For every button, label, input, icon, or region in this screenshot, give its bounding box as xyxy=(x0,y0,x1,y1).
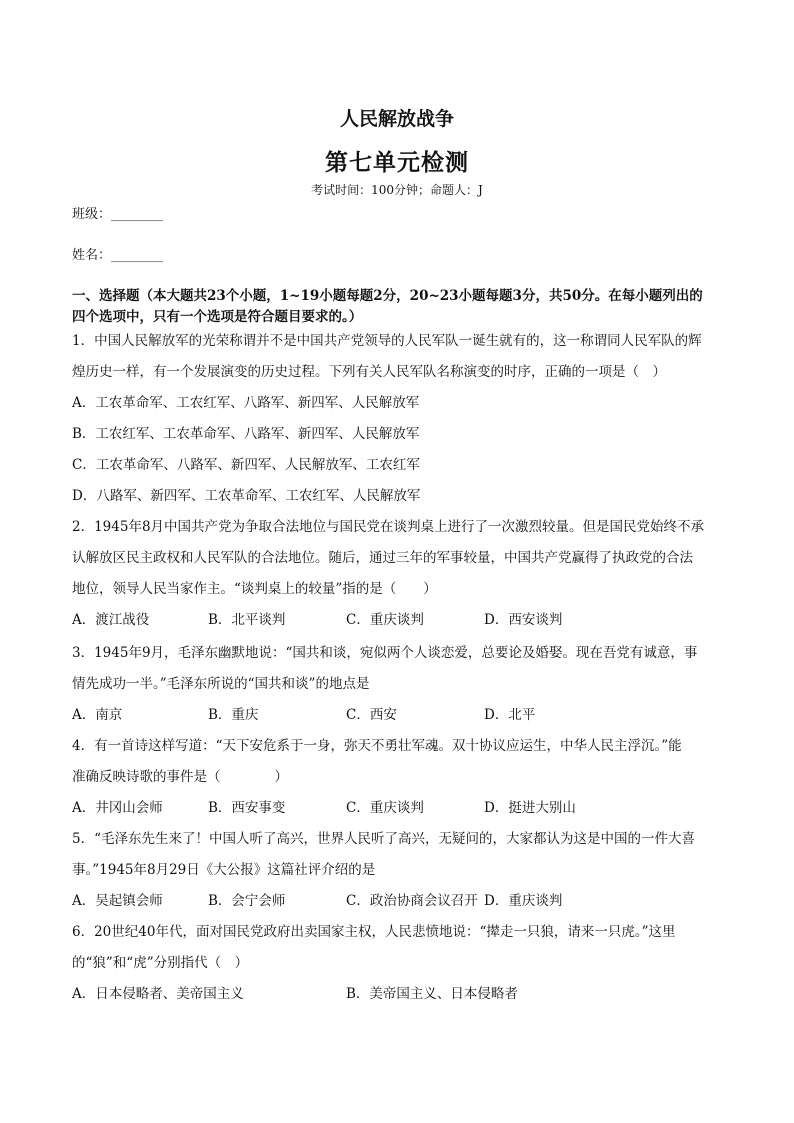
question-3-option-b: B．重庆 xyxy=(208,707,259,723)
question-6-option-a: A．日本侵略者、美帝国主义 xyxy=(72,986,244,1002)
question-5-option-b: B．会宁会师 xyxy=(208,893,286,909)
question-4-option-c: C．重庆谈判 xyxy=(346,800,424,816)
question-6-line-2: 的“狼”和“虎”分别指代（ ） xyxy=(72,955,249,971)
question-3-line-1: 3．1945年9月，毛泽东幽默地说：“国共和谈，宛似两个人谈恋爱，总要论及婚娶。现在吾党有诚意，事 xyxy=(72,645,698,661)
page-title: 第七单元检测 xyxy=(325,149,469,176)
question-2-line-2: 认解放区民主政权和人民军队的合法地位。随后，通过三年的军事较量，中国共产党赢得了执政党的合法 xyxy=(72,550,693,566)
question-5-line-1: 5．“毛泽东先生来了！中国人听了高兴，世界人民听了高兴，无疑问的，大家都认为这是中国的一件大喜 xyxy=(72,831,695,847)
question-2-line-1: 2．1945年8月中国共产党为争取合法地位与国民党在谈判桌上进行了一次激烈较量。但是国民党始终不承 xyxy=(72,519,705,535)
question-5-option-d: D．重庆谈判 xyxy=(484,893,563,909)
question-3-option-d: D．北平 xyxy=(484,707,536,723)
question-5-line-2: 事。”1945年8月29日《大公报》这篇社评介绍的是 xyxy=(72,862,376,878)
exam-meta: 考试时间：100分钟；命题人：J xyxy=(311,183,483,197)
question-3-option-a: A．南京 xyxy=(72,707,123,723)
question-2-line-3: 地位，领导人民当家作主。“谈判桌上的较量”指的是（ ） xyxy=(72,581,437,597)
question-2-option-c: C．重庆谈判 xyxy=(346,612,424,628)
question-1-option-c: C．工农革命军、八路军、新四军、人民解放军、工农红军 xyxy=(72,457,420,473)
question-5-option-a: A．吴起镇会师 xyxy=(72,893,163,909)
question-6-line-1: 6．20世纪40年代，面对国民党政府出卖国家主权，人民悲愤地说：“撵走一只狼，请来一只虎。”这里 xyxy=(72,924,676,940)
question-4-line-2: 准确反映诗歌的事件是（ ） xyxy=(72,769,288,785)
question-2-option-d: D．西安谈判 xyxy=(484,612,563,628)
question-1-option-d: D．八路军、新四军、工农革命军、工农红军、人民解放军 xyxy=(72,488,421,504)
question-4-option-b: B．西安事变 xyxy=(208,800,286,816)
question-5-option-c: C．政治协商会议召开 xyxy=(346,893,478,909)
question-4-option-d: D．挺进大别山 xyxy=(484,800,576,816)
question-2-option-a: A．渡江战役 xyxy=(72,612,150,628)
section-heading-line-1: 一、选择题（本大题共23个小题，1~19小题每题2分，20~23小题每题3分，共50分。在每小题列出的 xyxy=(72,288,703,304)
question-2-option-b: B．北平谈判 xyxy=(208,612,286,628)
question-6-option-b: B．美帝国主义、日本侵略者 xyxy=(346,986,518,1002)
question-4-line-1: 4．有一首诗这样写道：“天下安危系于一身，弥天不勇壮军魂。双十协议应运生，中华人民主浮沉。”能 xyxy=(72,738,682,754)
class-field: 班级：________ xyxy=(72,207,164,222)
unit-title: 人民解放战争 xyxy=(339,108,454,130)
question-1-option-b: B．工农红军、工农革命军、八路军、新四军、人民解放军 xyxy=(72,426,420,442)
question-1-line-1: 1．中国人民解放军的光荣称谓并不是中国共产党领导的人民军队一诞生就有的，这一称谓同人民军队的辉 xyxy=(72,333,702,349)
question-3-option-c: C．西安 xyxy=(346,707,397,723)
question-3-line-2: 情先成功一半。”毛泽东所说的“国共和谈”的地点是 xyxy=(72,676,370,692)
question-1-line-2: 煌历史一样，有一个发展演变的历史过程。下列有关人民军队名称演变的时序，正确的一项是（ ） xyxy=(72,364,666,380)
question-1-option-a: A．工农革命军、工农红军、八路军、新四军、人民解放军 xyxy=(72,395,420,411)
section-heading-line-2: 四个选项中，只有一个选项是符合题目要求的。） xyxy=(72,309,363,325)
name-field: 姓名：________ xyxy=(72,248,164,263)
question-4-option-a: A．井冈山会师 xyxy=(72,800,163,816)
